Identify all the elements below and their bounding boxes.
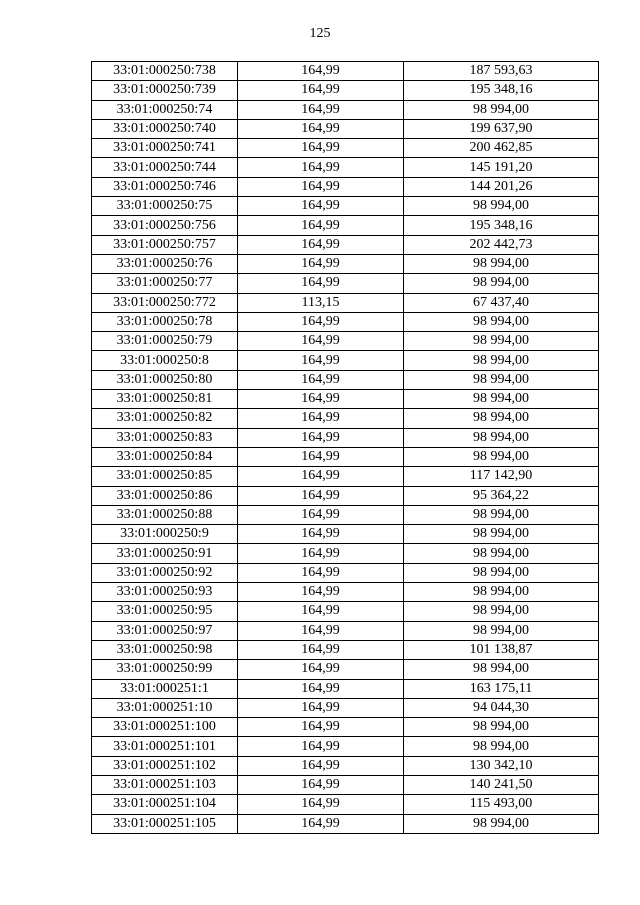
cadastral-number-cell: 33:01:000250:739 [92, 81, 238, 100]
value-cell: 187 593,63 [404, 62, 599, 81]
value-cell: 98 994,00 [404, 274, 599, 293]
area-cell: 164,99 [238, 679, 404, 698]
cadastral-number-cell: 33:01:000250:79 [92, 332, 238, 351]
cadastral-number-cell: 33:01:000250:756 [92, 216, 238, 235]
cadastral-number-cell: 33:01:000250:741 [92, 139, 238, 158]
cadastral-number-cell: 33:01:000251:101 [92, 737, 238, 756]
table-row [92, 718, 599, 737]
table-row [92, 332, 599, 351]
value-cell: 202 442,73 [404, 235, 599, 254]
value-cell: 98 994,00 [404, 447, 599, 466]
value-cell: 98 994,00 [404, 621, 599, 640]
table-row [92, 814, 599, 833]
value-cell: 98 994,00 [404, 544, 599, 563]
cadastral-number-cell: 33:01:000251:104 [92, 795, 238, 814]
area-cell: 164,99 [238, 197, 404, 216]
area-cell: 164,99 [238, 312, 404, 331]
value-cell: 98 994,00 [404, 563, 599, 582]
table-row [92, 390, 599, 409]
value-cell: 98 994,00 [404, 332, 599, 351]
value-cell: 117 142,90 [404, 467, 599, 486]
table-row [92, 216, 599, 235]
cadastral-number-cell: 33:01:000250:76 [92, 254, 238, 273]
page-number: 125 [309, 26, 331, 41]
value-cell: 163 175,11 [404, 679, 599, 698]
table-row [92, 486, 599, 505]
cadastral-number-cell: 33:01:000250:84 [92, 447, 238, 466]
table-body [92, 62, 599, 834]
cadastral-number-cell: 33:01:000250:93 [92, 583, 238, 602]
area-cell: 164,99 [238, 486, 404, 505]
table-row [92, 62, 599, 81]
value-cell: 98 994,00 [404, 428, 599, 447]
area-cell: 164,99 [238, 660, 404, 679]
area-cell: 164,99 [238, 100, 404, 119]
area-cell: 164,99 [238, 621, 404, 640]
area-cell: 164,99 [238, 698, 404, 717]
table-row [92, 640, 599, 659]
cadastral-number-cell: 33:01:000250:97 [92, 621, 238, 640]
table-row [92, 583, 599, 602]
area-cell: 164,99 [238, 216, 404, 235]
table-row [92, 235, 599, 254]
value-cell: 98 994,00 [404, 583, 599, 602]
cadastral-number-cell: 33:01:000250:744 [92, 158, 238, 177]
area-cell: 164,99 [238, 428, 404, 447]
area-cell: 164,99 [238, 795, 404, 814]
cadastral-number-cell: 33:01:000250:95 [92, 602, 238, 621]
value-cell: 95 364,22 [404, 486, 599, 505]
value-cell: 98 994,00 [404, 197, 599, 216]
cadastral-number-cell: 33:01:000250:88 [92, 505, 238, 524]
cadastral-number-cell: 33:01:000250:757 [92, 235, 238, 254]
value-cell: 98 994,00 [404, 505, 599, 524]
area-cell: 164,99 [238, 737, 404, 756]
cadastral-number-cell: 33:01:000250:92 [92, 563, 238, 582]
table-row [92, 409, 599, 428]
area-cell: 164,99 [238, 254, 404, 273]
table-row [92, 293, 599, 312]
table-row [92, 544, 599, 563]
table-row [92, 737, 599, 756]
area-cell: 164,99 [238, 583, 404, 602]
value-cell: 130 342,10 [404, 756, 599, 775]
table-row [92, 447, 599, 466]
table-row [92, 312, 599, 331]
value-cell: 98 994,00 [404, 525, 599, 544]
table-row [92, 351, 599, 370]
value-cell: 200 462,85 [404, 139, 599, 158]
value-cell: 195 348,16 [404, 81, 599, 100]
cadastral-number-cell: 33:01:000250:77 [92, 274, 238, 293]
area-cell: 164,99 [238, 177, 404, 196]
value-cell: 98 994,00 [404, 602, 599, 621]
table-row [92, 428, 599, 447]
cadastral-number-cell: 33:01:000250:91 [92, 544, 238, 563]
value-cell: 145 191,20 [404, 158, 599, 177]
cadastral-number-cell: 33:01:000250:75 [92, 197, 238, 216]
cadastral-number-cell: 33:01:000250:98 [92, 640, 238, 659]
table-row [92, 119, 599, 138]
area-cell: 164,99 [238, 351, 404, 370]
table-row [92, 660, 599, 679]
table-row [92, 679, 599, 698]
table-row [92, 370, 599, 389]
cadastral-table [91, 61, 599, 834]
table-row [92, 158, 599, 177]
area-cell: 164,99 [238, 814, 404, 833]
table-row [92, 274, 599, 293]
area-cell: 164,99 [238, 158, 404, 177]
area-cell: 164,99 [238, 544, 404, 563]
cadastral-number-cell: 33:01:000250:9 [92, 525, 238, 544]
value-cell: 98 994,00 [404, 370, 599, 389]
table-row [92, 139, 599, 158]
value-cell: 199 637,90 [404, 119, 599, 138]
area-cell: 164,99 [238, 235, 404, 254]
value-cell: 98 994,00 [404, 660, 599, 679]
value-cell: 140 241,50 [404, 775, 599, 794]
value-cell: 94 044,30 [404, 698, 599, 717]
cadastral-number-cell: 33:01:000251:1 [92, 679, 238, 698]
area-cell: 164,99 [238, 274, 404, 293]
value-cell: 195 348,16 [404, 216, 599, 235]
cadastral-number-cell: 33:01:000250:83 [92, 428, 238, 447]
area-cell: 164,99 [238, 718, 404, 737]
area-cell: 164,99 [238, 775, 404, 794]
value-cell: 98 994,00 [404, 312, 599, 331]
area-cell: 164,99 [238, 81, 404, 100]
value-cell: 98 994,00 [404, 100, 599, 119]
area-cell: 164,99 [238, 62, 404, 81]
table-row [92, 775, 599, 794]
table-row [92, 525, 599, 544]
cadastral-number-cell: 33:01:000250:78 [92, 312, 238, 331]
value-cell: 98 994,00 [404, 737, 599, 756]
cadastral-number-cell: 33:01:000250:80 [92, 370, 238, 389]
area-cell: 164,99 [238, 467, 404, 486]
table-row [92, 621, 599, 640]
table-row [92, 602, 599, 621]
cadastral-number-cell: 33:01:000251:103 [92, 775, 238, 794]
area-cell: 164,99 [238, 139, 404, 158]
cadastral-number-cell: 33:01:000251:105 [92, 814, 238, 833]
table-row [92, 177, 599, 196]
cadastral-number-cell: 33:01:000250:99 [92, 660, 238, 679]
table-row [92, 467, 599, 486]
value-cell: 98 994,00 [404, 814, 599, 833]
area-cell: 164,99 [238, 602, 404, 621]
table-row [92, 698, 599, 717]
table-row [92, 563, 599, 582]
area-cell: 164,99 [238, 390, 404, 409]
area-cell: 164,99 [238, 525, 404, 544]
value-cell: 115 493,00 [404, 795, 599, 814]
cadastral-number-cell: 33:01:000250:85 [92, 467, 238, 486]
value-cell: 98 994,00 [404, 254, 599, 273]
value-cell: 98 994,00 [404, 718, 599, 737]
area-cell: 164,99 [238, 563, 404, 582]
value-cell: 98 994,00 [404, 351, 599, 370]
area-cell: 164,99 [238, 447, 404, 466]
area-cell: 164,99 [238, 640, 404, 659]
value-cell: 98 994,00 [404, 409, 599, 428]
cadastral-number-cell: 33:01:000250:74 [92, 100, 238, 119]
table-row [92, 81, 599, 100]
cadastral-number-cell: 33:01:000251:100 [92, 718, 238, 737]
value-cell: 98 994,00 [404, 390, 599, 409]
area-cell: 164,99 [238, 119, 404, 138]
table-row [92, 197, 599, 216]
cadastral-number-cell: 33:01:000250:82 [92, 409, 238, 428]
value-cell: 101 138,87 [404, 640, 599, 659]
cadastral-number-cell: 33:01:000250:740 [92, 119, 238, 138]
value-cell: 144 201,26 [404, 177, 599, 196]
area-cell: 164,99 [238, 370, 404, 389]
area-cell: 164,99 [238, 332, 404, 351]
table-row [92, 505, 599, 524]
cadastral-number-cell: 33:01:000250:738 [92, 62, 238, 81]
table-row [92, 254, 599, 273]
area-cell: 164,99 [238, 505, 404, 524]
cadastral-number-cell: 33:01:000250:772 [92, 293, 238, 312]
cadastral-number-cell: 33:01:000251:10 [92, 698, 238, 717]
area-cell: 164,99 [238, 409, 404, 428]
cadastral-number-cell: 33:01:000250:8 [92, 351, 238, 370]
area-cell: 113,15 [238, 293, 404, 312]
area-cell: 164,99 [238, 756, 404, 775]
cadastral-number-cell: 33:01:000250:86 [92, 486, 238, 505]
value-cell: 67 437,40 [404, 293, 599, 312]
table-row [92, 756, 599, 775]
cadastral-number-cell: 33:01:000250:746 [92, 177, 238, 196]
cadastral-number-cell: 33:01:000251:102 [92, 756, 238, 775]
cadastral-number-cell: 33:01:000250:81 [92, 390, 238, 409]
table-row [92, 100, 599, 119]
table-row [92, 795, 599, 814]
